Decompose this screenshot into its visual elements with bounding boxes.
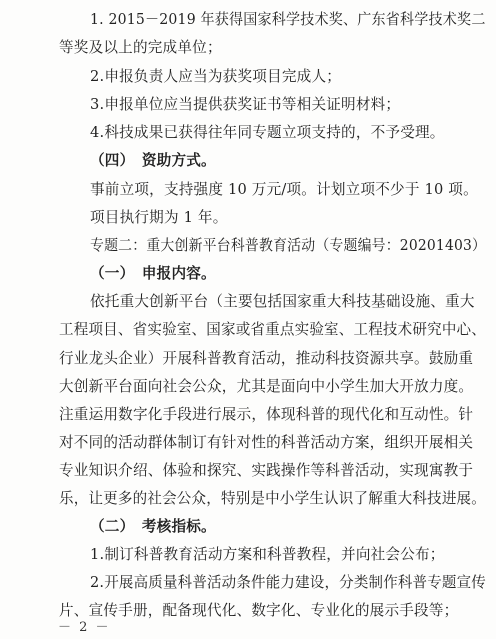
section-heading-funding: （四） 资助方式。	[90, 152, 216, 169]
assessment-2-line-2: 片、宣传手册，配备现代化、数字化、专业化的展示手段等；	[59, 602, 459, 619]
content-line-1: 依托重大创新平台（主要包括国家重大科技基础设施、重大	[90, 293, 475, 310]
criterion-4: 4.科技成果已获得往年同专题立项支持的，不予受理。	[90, 124, 445, 141]
topic-title: 专题二：重大创新平台科普教育活动（专题编号：20201403）	[90, 237, 487, 254]
content-line-6: 对不同的活动群体制订有针对性的科普活动方案，组织开展相关	[59, 434, 474, 451]
section-heading-content: （一） 申报内容。	[90, 265, 216, 282]
content-line-8: 乐，让更多的社会公众，特别是中小学生认识了解重大科技进展。	[59, 490, 487, 507]
criterion-2: 2.申报负责人应当为获奖项目完成人；	[90, 68, 342, 85]
assessment-2-line-1: 2.开展高质量科普活动条件能力建设，分类制作科普专题宣传	[90, 574, 486, 591]
criterion-1-line-1: 1. 2015－2019 年获得国家科学技术奖、广东省科学技术奖二	[90, 11, 486, 28]
content-line-3: 行业龙头企业）开展科普教育活动，推动科技资源共享。鼓励重	[59, 350, 474, 367]
criterion-3: 3.申报单位应当提供获奖证书等相关证明材料；	[90, 96, 401, 113]
assessment-1: 1.制订科普教育活动方案和科普教程，并向社会公布；	[90, 546, 445, 563]
criterion-1-line-2: 等奖及以上的完成单位；	[59, 39, 222, 56]
project-period: 项目执行期为 1 年。	[90, 209, 228, 226]
content-line-4: 大创新平台面向社会公众，尤其是面向中小学生加大开放力度。	[59, 378, 474, 395]
content-line-5: 注重运用数字化手段进行展示，体现科普的现代化和互动性。针	[59, 406, 474, 423]
content-line-2: 工程项目、省实验室、国家或省重点实验室、工程技术研究中心、	[59, 321, 487, 338]
page-number: － 2 －	[58, 620, 111, 635]
content-line-7: 专业知识介绍、体验和探究、实践操作等科普活动，实现寓教于	[59, 462, 474, 479]
funding-text: 事前立项，支持强度 10 万元/项。计划立项不少于 10 项。	[90, 181, 478, 198]
section-heading-assessment: （二） 考核指标。	[90, 518, 216, 535]
